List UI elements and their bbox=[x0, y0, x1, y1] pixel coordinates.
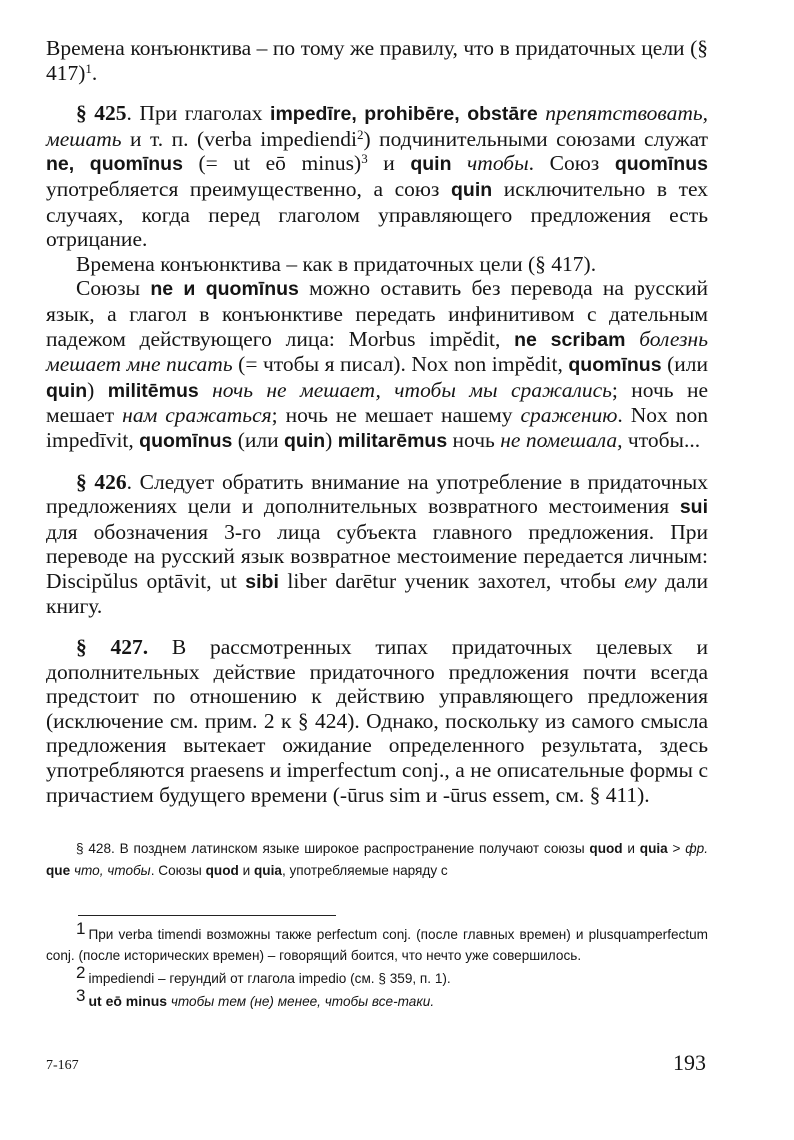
page-number: 193 bbox=[673, 1050, 706, 1075]
section-427: § 427. В рассмотренных типах придаточных целевых и дополнительных действие придаточного предложения почти всегда предстоит по отношению к действию управляющего предложения (исключение см. прим. 2 к § 424). Однако, поскольку из самого смысла предложения вытекает ожидание определенного результата, здесь употребляются praesens и imperfectum conj., а не описательные формы с причастием будущего времени (-ūrus sim и -ūrus essem, см. § 411). bbox=[46, 635, 708, 807]
tenses-paragraph: Времена конъюнктива – как в придаточных цели (§ 417). bbox=[76, 251, 597, 276]
footnote-divider bbox=[78, 915, 336, 916]
printer-signature: 7-167 bbox=[46, 1058, 79, 1073]
section-number: § 427. bbox=[76, 635, 172, 660]
section-number: § 426 bbox=[76, 469, 127, 494]
footnote-1: 1 При verba timendi возможны также perfectum conj. (после главных времен) и plusquamperfectum conj. (после исторических времен) – говорящий боится, что нечто уже совершилось. bbox=[46, 918, 708, 963]
section-number: § 425 bbox=[76, 101, 127, 126]
intro-paragraph: Времена конъюнктива – по тому же правилу, что в придаточных цели (§ 417)$^1$. bbox=[46, 36, 708, 85]
footnote-2: 2 impediendi – герундий от глагола impedio (см. § 359, п. 1). bbox=[76, 962, 451, 986]
footnote-ref: 3 bbox=[361, 151, 368, 167]
footnote-ref: 1 bbox=[85, 60, 92, 76]
section-426: § 426. Следует обратить внимание на употребление в придаточных предложениях цели и дополнительных возвратного местоимения sui для обозначения 3-го лица субъекта главного предложения. При переводе на русский язык возвратное местоимение передается личным: Discipŭlus optāvit, ut sibi liber darētur ученик захотел, чтобы ему дали книгу. bbox=[46, 469, 709, 619]
section-425: § 425. При глаголах impedīre, prohibēre, obstāre препятствовать, мешать и т. п. (verba impediendi$^2$) подчинительными союзами служат ne, quomīnus (= ut eō minus)$^3$ и quin чтобы. Союз quomīnus употребляется преимущественно, а союз quin исключительно в тех случаях, когда перед глаголом управляющего предложения есть отрицание. bbox=[46, 101, 709, 252]
footnote-3: 3 ut eō minus чтобы тем (не) менее, чтобы все-таки. bbox=[76, 985, 435, 1009]
main-text bbox=[46, 36, 708, 807]
conjunctions-paragraph: Союзы ne и quomīnus можно оставить без перевода на русский язык, а глагол в конъюнктиве передать инфинитивом с дательным падежом действующего лица: Morbus impĕdit, ne scribam болезнь мешает мне писать (= чтобы я писал). Nox non impĕdit, quomīnus (или quin) militēmus ночь не мешает, чтобы мы сражались; ночь не мешает нам сражаться; ночь не мешает нашему сражению. Nox non impedīvit, quomīnus (или quin) militarēmus ночь не помешала, чтобы... bbox=[46, 276, 709, 452]
footnote-ref: 2 bbox=[357, 126, 364, 142]
footnotes bbox=[46, 918, 708, 1012]
section-428-small-print: § 428. В позднем латинском языке широкое распространение получают союзы quod и quia > фр. que что, чтобы. Союзы quod и quia, употребляемые наряду с bbox=[46, 841, 708, 878]
